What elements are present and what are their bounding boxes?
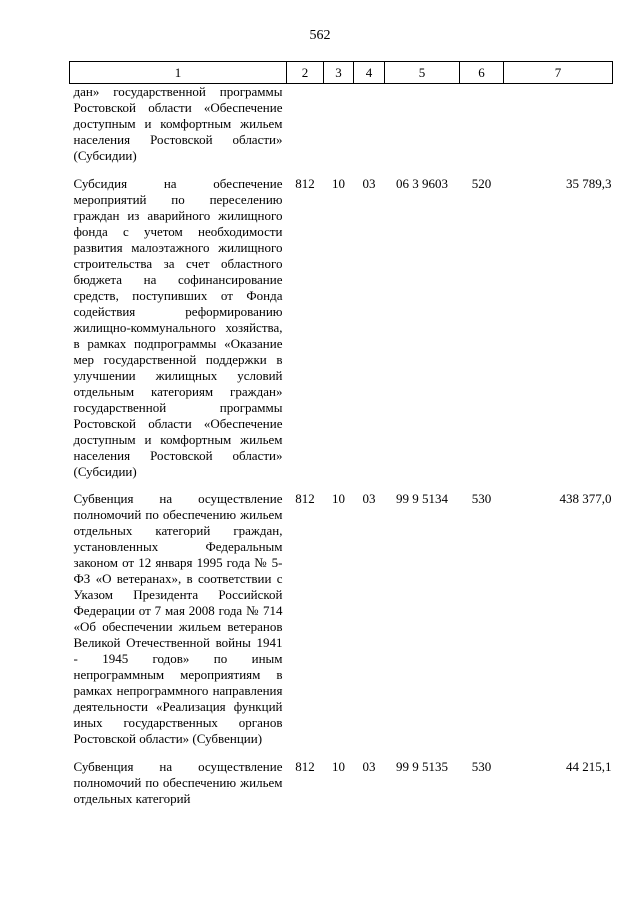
cell-expense-type	[460, 84, 504, 177]
header-col-4: 4	[354, 62, 385, 84]
page-number: 562	[309, 28, 331, 43]
header-row	[70, 62, 613, 84]
header-col-3: 3	[324, 62, 354, 84]
cell-subsection: 03	[362, 759, 376, 774]
table-row	[70, 84, 613, 177]
cell-target-article: 06 3 9603	[396, 176, 448, 191]
cell-ministry-code	[287, 84, 324, 177]
cell-target-article	[385, 84, 460, 177]
cell-section	[324, 84, 354, 177]
cell-section: 10	[332, 491, 345, 506]
header-col-2: 2	[287, 62, 324, 84]
cell-amount: 35 789,3	[566, 176, 612, 191]
cell-target-article: 99 9 5135	[396, 759, 448, 774]
header-col-1: 1	[70, 62, 287, 84]
cell-section: 10	[332, 759, 345, 774]
cell-ministry-code: 812	[295, 759, 315, 774]
cell-target-article: 99 9 5134	[396, 491, 448, 506]
header-col-5: 5	[385, 62, 460, 84]
table-row	[70, 759, 613, 807]
cell-ministry-code: 812	[295, 176, 315, 191]
row-description: Субвенция на осуществление полномочий по обеспечению жильем отдельных категорий граждан, установленных Федеральным законом от 12 января 1995 года № 5-ФЗ «О ветеранах», в соответствии с Указом Президента Российской Федерации от 7 мая 2008 года № 714 «Об обеспечении жильем ветеранов Великой Отечественной войны 1941 - 1945 годов» по иным непрограммным мероприятиям в рамках непрограммного направления деятельности «Реализация функций иных государственных органов Ростовской области» (Субвенции)	[73, 491, 283, 746]
row-description: Субвенция на осуществление полномочий по обеспечению жильем отдельных категорий	[73, 759, 283, 806]
cell-expense-type: 530	[471, 491, 492, 506]
row-description: Субсидия на обеспечение мероприятий по переселению граждан из аварийного жилищного фонда с учетом необходимости развития малоэтажного жилищного строительства за счет областного бюджета на софинансирование средств, поступивших от Фонда содействия реформированию жилищно-коммунального хозяйства, в рамках подпрограммы «Оказание мер государственной поддержки в улучшении жилищных условий отдельным категориям граждан» государственной программы Ростовской области «Обеспечение доступным и комфортным жильем населения Ростовской области» (Субсидии)	[73, 176, 283, 479]
cell-subsection	[354, 84, 385, 177]
cell-subsection: 03	[362, 491, 376, 506]
header-col-6: 6	[460, 62, 504, 84]
cell-amount: 438 377,0	[559, 491, 612, 506]
header-col-7: 7	[504, 62, 613, 84]
table-row	[70, 176, 613, 491]
cell-amount: 44 215,1	[566, 759, 612, 774]
row-description: дан» государственной программы Ростовской области «Обеспечение доступным и комфортным жильем населения Ростовской области» (Субсидии)	[73, 84, 283, 163]
table-row	[70, 491, 613, 759]
cell-subsection: 03	[362, 176, 376, 191]
cell-ministry-code: 812	[295, 491, 315, 506]
table-body	[70, 84, 613, 808]
budget-table	[69, 61, 613, 807]
table-header	[70, 62, 613, 84]
cell-expense-type: 520	[471, 176, 492, 191]
cell-amount	[504, 84, 613, 177]
cell-expense-type: 530	[471, 759, 492, 774]
cell-section: 10	[332, 176, 345, 191]
